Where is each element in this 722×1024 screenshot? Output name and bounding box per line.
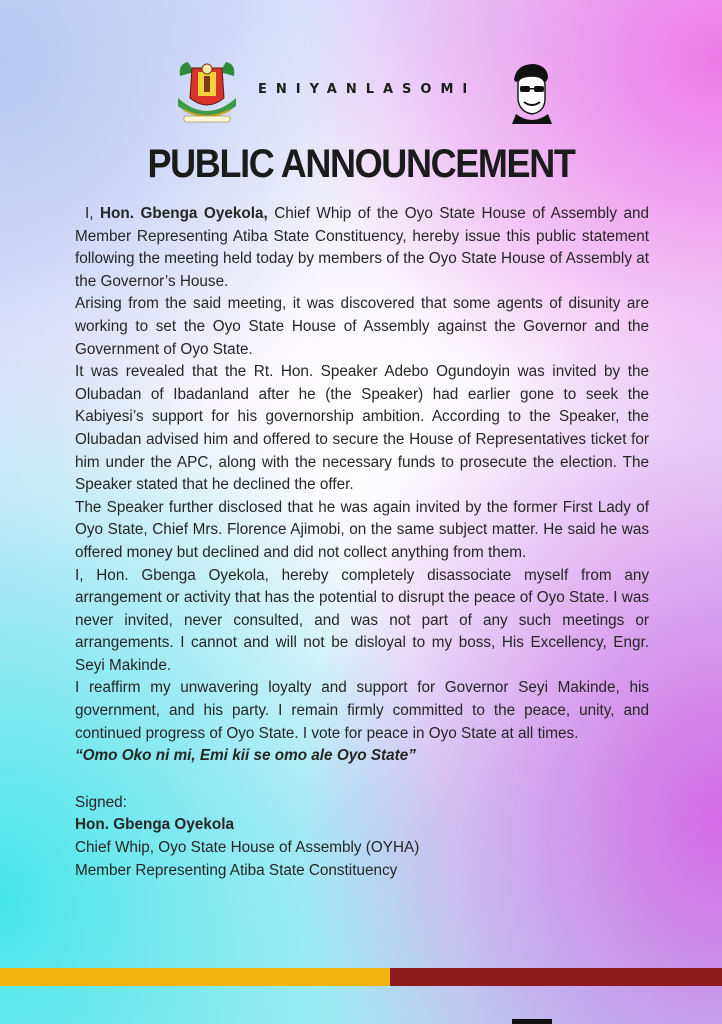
signed-label: Signed: <box>75 793 127 811</box>
governor-portrait-icon <box>508 60 556 124</box>
paragraph-first-lady: The Speaker further disclosed that he was again invited by the former First Lady of Oyo State, Chief Mrs. Florence Ajimobi, on the same subject matter. He said he was offered money but declined and did not collect anything from them. <box>75 498 649 561</box>
announcement-body <box>75 203 649 882</box>
signature-block <box>75 792 649 882</box>
paragraph-speaker-olubadan: It was revealed that the Rt. Hon. Speaker Adebo Ogundoyin was invited by the Olubadan of Ibadanland after he (the Speaker) had earlier gone to seek the Kabiyesi’s support for his governorship ambition. According to the Speaker, the Olubadan advised him and offered to secure the House of Representatives ticket for him under the APC, along with the necessary funds to prosecute the election. The Speaker stated that he declined the offer. <box>75 363 649 494</box>
signatory-role: Chief Whip, Oyo State House of Assembly (OYHA) <box>75 839 420 857</box>
footer-stripe-red <box>390 968 722 986</box>
header <box>0 0 722 140</box>
page-title: PUBLIC ANNOUNCEMENT <box>147 142 575 186</box>
paragraph-reaffirm: I reaffirm my unwavering loyalty and support for Governor Seyi Makinde, his government, and his party. I remain firmly committed to the peace, unity, and continued progress of Oyo State. I vote for peace in Oyo State at all times. <box>75 679 649 742</box>
footer-stripe-yellow <box>0 968 390 986</box>
closing-quote: “Omo Oko ni mi, Emi kii se omo ale Oyo State” <box>75 747 416 765</box>
signatory-constituency: Member Representing Atiba State Constituency <box>75 861 398 879</box>
paragraph-intro <box>75 203 649 293</box>
paragraph-meeting: Arising from the said meeting, it was discovered that some agents of disunity are working to set the Oyo State House of Assembly against the Governor and the Government of Oyo State. <box>75 295 649 358</box>
oyo-state-crest-icon <box>174 58 240 126</box>
brand-text: ENIYANLASOMI <box>258 82 477 97</box>
paragraph-disassociate: I, Hon. Gbenga Oyekola, hereby completely disassociate myself from any arrangement or activity that has the potential to disrupt the peace of Oyo State. I was never invited, never consulted, and was not part of any such meetings or arrangements. I cannot and will not be disloyal to my boss, His Excellency, Engr. Seyi Makinde. <box>75 566 649 674</box>
intro-name: Hon. Gbenga Oyekola, <box>100 205 268 222</box>
signatory-name: Hon. Gbenga Oyekola <box>75 816 234 834</box>
bottom-edge-mark <box>512 1019 552 1024</box>
intro-prefix: I, <box>85 205 100 222</box>
intro-rest: Chief Whip of the Oyo State House of Assembly and Member Representing Atiba State Constituency, hereby issue this public statement following the meeting held today by members of the Oyo State House of Assembly at the Governor’s House. <box>75 205 650 290</box>
